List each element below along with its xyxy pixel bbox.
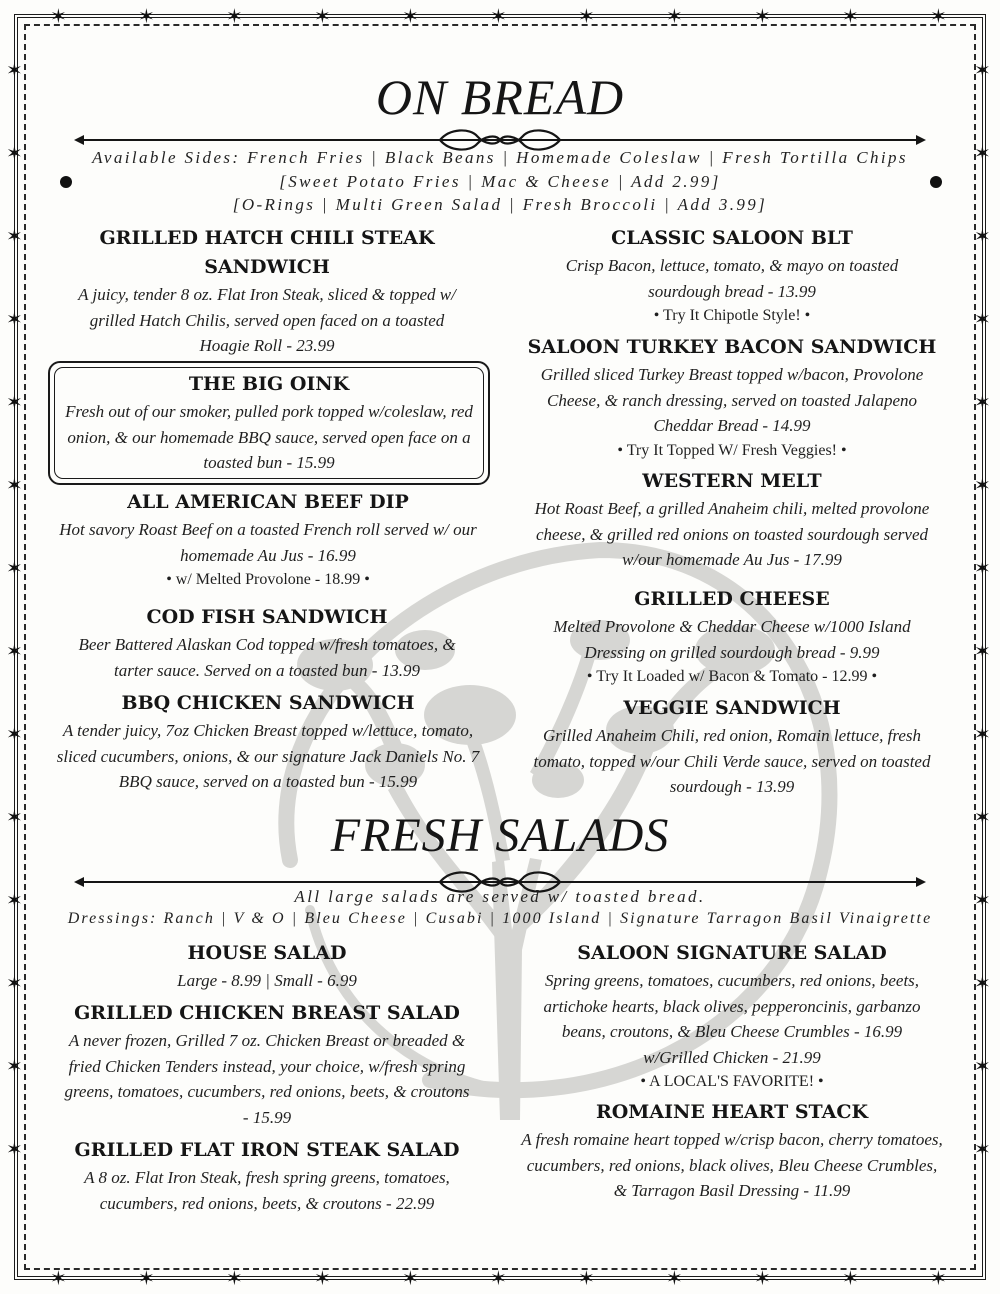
item-name: ROMAINE HEART STACK xyxy=(595,1101,869,1123)
menu-item-all-american-beef-dip xyxy=(58,488,478,592)
barb-knot-icon: ✶ xyxy=(974,224,991,248)
barb-knot-icon: ✶ xyxy=(578,1266,595,1290)
barb-knot-icon: ✶ xyxy=(974,805,991,829)
barb-knot-icon: ✶ xyxy=(6,141,23,165)
item-name: GRILLED CHEESE xyxy=(634,588,830,610)
barb-knot-icon: ✶ xyxy=(754,4,771,28)
sides-upgrade-2: [O-Rings | Multi Green Salad | Fresh Broccoli | Add 3.99] xyxy=(232,195,768,214)
item-description: A 8 oz. Flat Iron Steak, fresh spring greens, tomatoes, cucumbers, red onions, beets, & croutons - 22.99 xyxy=(84,1168,450,1213)
menu-item-veggie-sandwich xyxy=(520,694,944,800)
item-description: Spring greens, tomatoes, cucumbers, red onions, beets, artichoke hearts, black olives, pepperoncinis, garbanzo beans, croutons, & Bleu Cheese Crumbles - 16.99 xyxy=(543,971,921,1041)
barb-knot-icon: ✶ xyxy=(138,4,155,28)
barb-knot-icon: ✶ xyxy=(6,1054,23,1078)
barb-knot-icon: ✶ xyxy=(974,722,991,746)
barb-knot-icon: ✶ xyxy=(974,307,991,331)
barb-knot-icon: ✶ xyxy=(6,722,23,746)
item-name: GRILLED CHICKEN BREAST SALAD xyxy=(74,1002,460,1024)
menu-item-grilled-hatch-chili-steak-sandwich xyxy=(60,224,474,359)
barb-knot-icon: ✶ xyxy=(6,805,23,829)
barb-knot-icon: ✶ xyxy=(578,4,595,28)
barb-knot-icon: ✶ xyxy=(6,639,23,663)
salads-bread-note: All large salads are served w/ toasted bread. xyxy=(294,887,706,906)
barb-knot-icon: ✶ xyxy=(974,141,991,165)
menu-item-grilled-flat-iron-steak-salad xyxy=(60,1136,474,1216)
item-note: • w/ Melted Provolone - 18.99 • xyxy=(166,571,370,588)
barb-knot-icon: ✶ xyxy=(50,1266,67,1290)
item-add-on: w/Grilled Chicken - 21.99 xyxy=(643,1047,821,1067)
barb-knot-icon: ✶ xyxy=(226,1266,243,1290)
menu-item-romaine-heart-stack xyxy=(520,1098,944,1204)
barb-knot-icon: ✶ xyxy=(666,1266,683,1290)
barb-knot-icon: ✶ xyxy=(314,4,331,28)
barb-knot-icon: ✶ xyxy=(490,4,507,28)
item-description: Crisp Bacon, lettuce, tomato, & mayo on toasted sourdough bread - 13.99 xyxy=(565,256,899,301)
item-description: Beer Battered Alaskan Cod topped w/fresh tomatoes, & tarter sauce. Served on a toasted bun - 13.99 xyxy=(78,635,456,680)
item-description: Fresh out of our smoker, pulled pork topped w/coleslaw, red onion, & our homemade BBQ sauce, served open face on a toasted bun - 15.99 xyxy=(65,402,473,472)
item-name: HOUSE SALAD xyxy=(187,942,347,964)
on-bread-title: ON BREAD xyxy=(375,69,625,125)
item-note: • Try It Topped W/ Fresh Veggies! • xyxy=(617,441,847,459)
barb-knot-icon: ✶ xyxy=(974,390,991,414)
menu-item-the-big-oink xyxy=(62,370,476,476)
barb-knot-icon: ✶ xyxy=(974,473,991,497)
menu-item-western-melt xyxy=(520,467,944,573)
item-description: Hot savory Roast Beef on a toasted French roll served w/ our homemade Au Jus - 16.99 xyxy=(59,520,477,565)
menu-item-grilled-cheese xyxy=(520,585,944,689)
item-name: SALOON SIGNATURE SALAD xyxy=(577,942,887,964)
item-name: GRILLED HATCH CHILI STEAK SANDWICH xyxy=(99,227,435,278)
barb-knot-icon: ✶ xyxy=(974,556,991,580)
barb-knot-icon: ✶ xyxy=(6,1137,23,1161)
barb-knot-icon: ✶ xyxy=(314,1266,331,1290)
item-description: A tender juicy, 7oz Chicken Breast topped w/lettuce, tomato, sliced cucumbers, onions, & our signature Jack Daniels No. 7 BBQ sauce, served on a toasted bun - 15.99 xyxy=(56,721,480,791)
bullet-dot-left xyxy=(60,176,72,188)
menu-item-classic-saloon-blt xyxy=(520,224,944,328)
item-name: THE BIG OINK xyxy=(188,373,350,395)
barb-knot-icon: ✶ xyxy=(402,1266,419,1290)
item-note: • Try It Loaded w/ Bacon & Tomato - 12.99 • xyxy=(586,668,878,685)
item-note: • A LOCAL'S FAVORITE! • xyxy=(640,1073,824,1090)
barb-knot-icon: ✶ xyxy=(6,390,23,414)
item-name: WESTERN MELT xyxy=(642,470,822,492)
item-name: BBQ CHICKEN SANDWICH xyxy=(121,692,415,714)
barb-knot-icon: ✶ xyxy=(666,4,683,28)
dressings-line: Dressings: Ranch | V & O | Bleu Cheese | Cusabi | 1000 Island | Signature Tarragon Basil Vinaigrette xyxy=(67,910,933,927)
menu-item-house-salad xyxy=(60,939,474,994)
barb-knot-icon: ✶ xyxy=(974,58,991,82)
barb-knot-icon: ✶ xyxy=(490,1266,507,1290)
barb-knot-icon: ✶ xyxy=(6,473,23,497)
barb-knot-icon: ✶ xyxy=(226,4,243,28)
barb-knot-icon: ✶ xyxy=(6,888,23,912)
barb-knot-icon: ✶ xyxy=(754,1266,771,1290)
menu-item-grilled-chicken-breast-salad xyxy=(60,999,474,1130)
item-name: GRILLED FLAT IRON STEAK SALAD xyxy=(74,1139,460,1161)
item-description: A juicy, tender 8 oz. Flat Iron Steak, sliced & topped w/ grilled Hatch Chilis, served open faced on a toasted Hoagie Roll - 23.99 xyxy=(78,285,456,355)
item-description: A never frozen, Grilled 7 oz. Chicken Breast or breaded & fried Chicken Tenders instead, your choice, w/fresh spring greens, tomatoes, cucumbers, red onions, beets, & croutons - 15.99 xyxy=(64,1031,470,1127)
sides-upgrade-1: [Sweet Potato Fries | Mac & Cheese | Add 2.99] xyxy=(279,172,721,191)
barb-knot-icon: ✶ xyxy=(50,4,67,28)
menu-item-bbq-chicken-sandwich xyxy=(56,689,480,795)
menu-item-saloon-signature-salad xyxy=(520,939,944,1094)
barb-knot-icon: ✶ xyxy=(842,1266,859,1290)
barb-knot-icon: ✶ xyxy=(974,639,991,663)
item-name: SALOON TURKEY BACON SANDWICH xyxy=(527,336,937,358)
item-description: Melted Provolone & Cheddar Cheese w/1000 Island Dressing on grilled sourdough bread - 9.99 xyxy=(553,617,911,662)
item-description: Hot Roast Beef, a grilled Anaheim chili, melted provolone cheese, & grilled red onions on toasted sourdough served w/our homemade Au Jus - 17.99 xyxy=(534,499,930,569)
bullet-dot-right xyxy=(930,176,942,188)
barb-knot-icon: ✶ xyxy=(6,58,23,82)
item-name: ALL AMERICAN BEEF DIP xyxy=(127,491,409,513)
barb-knot-icon: ✶ xyxy=(6,224,23,248)
barb-knot-icon: ✶ xyxy=(974,971,991,995)
barb-knot-icon: ✶ xyxy=(6,307,23,331)
menu-item-saloon-turkey-bacon-sandwich xyxy=(520,333,944,463)
item-description: Grilled Anaheim Chili, red onion, Romain lettuce, fresh tomato, topped w/our Chili Verde sauce, served on toasted sourdough - 13.99 xyxy=(533,726,931,796)
item-description: Large - 8.99 | Small - 6.99 xyxy=(177,971,357,990)
item-name: CLASSIC SALOON BLT xyxy=(611,227,853,249)
item-name: COD FISH SANDWICH xyxy=(146,606,388,628)
barb-knot-icon: ✶ xyxy=(930,1266,947,1290)
item-name: VEGGIE SANDWICH xyxy=(623,697,841,719)
menu-item-cod-fish-sandwich xyxy=(60,603,474,683)
barb-knot-icon: ✶ xyxy=(138,1266,155,1290)
barb-knot-icon: ✶ xyxy=(974,1054,991,1078)
available-sides-line: Available Sides: French Fries | Black Beans | Homemade Coleslaw | Fresh Tortilla Chips xyxy=(92,148,908,167)
fresh-salads-title: FRESH SALADS xyxy=(330,809,670,862)
barb-knot-icon: ✶ xyxy=(402,4,419,28)
barb-knot-icon: ✶ xyxy=(842,4,859,28)
item-description: A fresh romaine heart topped w/crisp bacon, cherry tomatoes, cucumbers, red onions, black olives, Bleu Cheese Crumbles, & Tarragon Basil Dressing - 11.99 xyxy=(521,1130,943,1200)
barb-knot-icon: ✶ xyxy=(6,971,23,995)
item-note: • Try It Chipotle Style! • xyxy=(653,307,811,324)
barb-knot-icon: ✶ xyxy=(6,556,23,580)
barb-knot-icon: ✶ xyxy=(930,4,947,28)
barb-knot-icon: ✶ xyxy=(974,888,991,912)
barb-knot-icon: ✶ xyxy=(974,1137,991,1161)
item-description: Grilled sliced Turkey Breast topped w/bacon, Provolone Cheese, & ranch dressing, served on toasted Jalapeno Cheddar Bread - 14.99 xyxy=(540,365,924,435)
